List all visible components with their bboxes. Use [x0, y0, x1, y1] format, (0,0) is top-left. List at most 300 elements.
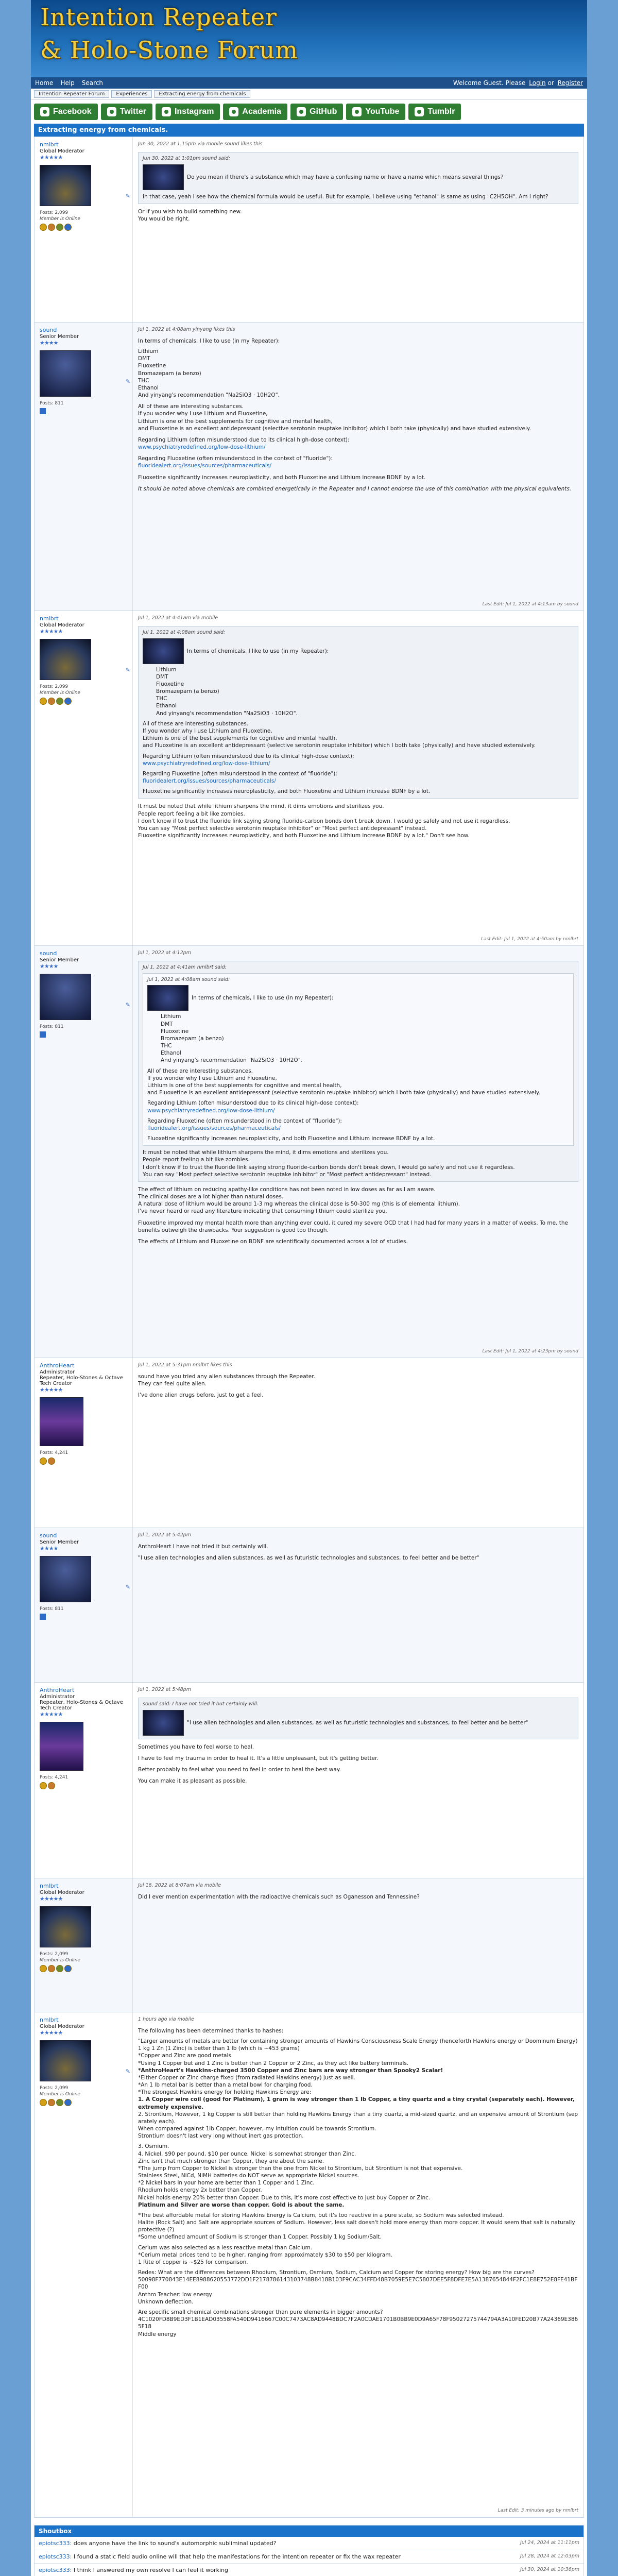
post-meta: Jul 1, 2022 at 4:41am via mobile [138, 615, 218, 621]
rank-stars: ★★★★★ [40, 154, 63, 161]
post-line: *The strongest Hawkins energy for holding Hawkins Energy are: [138, 2089, 312, 2096]
post-line: 2. Strontium, However, 1 kg Copper is still better than holding Hawkins Energy than a tiny quartz, a mid-sized quartz, and an expensive amount of Strontium (separately each). [138, 2111, 578, 2125]
list-item: Fluoxetine [138, 363, 166, 369]
post-text: Regarding Lithium (often misunderstood due to its clinical high-dose context): [138, 436, 350, 443]
quote-block [138, 1698, 578, 1739]
post-count: Posts: 811 [40, 1024, 64, 1029]
post [35, 323, 583, 611]
lithium-link[interactable]: www.psychiatryredefined.org/low-dose-lithium/ [143, 760, 270, 767]
list-item: Ethanol [161, 1050, 181, 1057]
twitter-button[interactable]: Twitter [101, 104, 152, 120]
rank-stars: ★★★★★ [40, 1711, 63, 1718]
quote-avatar [143, 638, 184, 664]
list-item: Fluoxetine [161, 1028, 189, 1035]
post-body [132, 323, 583, 611]
post-line: *The jump from Copper to Nickel is stronger than the one from Nickel to Strontium, but Strontium is not that expensive. [138, 2165, 463, 2172]
edit-icon[interactable]: ✎ [125, 1002, 130, 1008]
rank-stars: ★★★★ [40, 1545, 58, 1552]
breadcrumb-board[interactable]: Experiences [111, 90, 152, 98]
logo-title-line2: & Holo-Stone Forum [40, 36, 298, 64]
youtube-icon [352, 107, 362, 116]
post-text: It must be noted that while lithium sharpens the mind, it dims emotions and sterilizes you. [138, 803, 384, 810]
quote-text: Lithium is one of the best supplements for cognitive and mental health, [143, 735, 337, 742]
post-text: Regarding Fluoxetine (often misunderstood in the context of "fluoride"): [138, 455, 333, 462]
post-text: You can say "Most perfect selective serotonin reuptake inhibitor" or "Most perfect antidepressant" instead. [138, 825, 427, 832]
github-button[interactable]: GitHub [290, 104, 343, 120]
author-rank: Senior Member [40, 334, 79, 340]
badge-icon [48, 1782, 55, 1789]
list-item: Bromazepam (a benzo) [138, 370, 201, 377]
thread-title: Extracting energy from chemicals. [34, 124, 584, 137]
tumblr-button[interactable]: Tumblr [408, 104, 461, 120]
last-edit: Last Edit: 3 minutes ago by nmlbrt [497, 2507, 578, 2513]
post-text: All of these are interesting substances. [138, 403, 244, 410]
quote-block [138, 626, 578, 799]
rank-stars: ★★★★★ [40, 628, 63, 635]
chemical-list [138, 348, 578, 399]
shout-user[interactable]: epiotsc333: [39, 2540, 72, 2547]
post-text: If you wonder why I use Lithium and Fluoxetine, [138, 411, 268, 417]
edit-icon[interactable]: ✎ [125, 378, 130, 385]
post-author-panel [35, 1683, 132, 1878]
post-list [34, 137, 584, 2518]
author-rank: Senior Member [40, 1539, 79, 1545]
post-line: Nickel holds energy 20% better than Copper. Due to this, it's more cost effective to just buy Copper or Zinc. [138, 2194, 431, 2201]
post-meta: 1 hours ago via mobile [138, 2016, 194, 2022]
post-line: Redes: What are the differences between Rhodium, Strontium, Osmium, Sodium, Calcium and Copper for storing energy? How big are the curves? [138, 2269, 535, 2276]
list-item: And yinyang's recommendation "Na2SiO3 · 10H2O". [161, 1057, 302, 1064]
post-line: Stainless Steel, NiCd, NiMH batteries do NOT serve as appropriate Nickel sources. [138, 2173, 359, 2179]
author-name[interactable]: nmlbrt [40, 141, 59, 148]
rank-stars: ★★★★★ [40, 2029, 63, 2036]
quote-text: Fluoxetine significantly increases neuroplasticity, and both Fluoxetine and Lithium increase BDNF by a lot. [147, 1136, 435, 1142]
academia-icon [229, 107, 238, 116]
post-line: Rhodium holds energy 2x better than Copper. [138, 2187, 262, 2194]
quote-text: Regarding Lithium (often misunderstood due to its clinical high-dose context): [143, 753, 354, 759]
post-text: People report feeling a bit like zombies. [138, 810, 245, 817]
avatar[interactable] [40, 1397, 83, 1446]
academia-button[interactable]: Academia [223, 104, 287, 120]
avatar[interactable] [40, 165, 91, 206]
quote-text: If you wonder why I use Lithium and Fluoxetine, [147, 1075, 277, 1081]
quote-block [138, 152, 578, 204]
avatar[interactable] [40, 1722, 83, 1771]
list-item: Bromazepam (a benzo) [161, 1035, 224, 1042]
youtube-button[interactable]: YouTube [346, 104, 405, 120]
post-line: *An 1 lb metal bar is better than a metal bowl for charging food. [138, 2082, 313, 2089]
post-line: *AnthroHeart's Hawkins-charged 3500 Copper and Zinc bars are way stronger than Spooky2 Scalar! [138, 2067, 443, 2074]
post-author-panel [35, 323, 132, 611]
badge-icon [56, 1965, 63, 1972]
post-text: Lithium is one of the best supplements for cognitive and mental health, [138, 418, 333, 425]
post-line: *Either Copper or Zinc charge fixed (from radiated Hawkins energy) just as well. [138, 2074, 355, 2081]
post-text: The clinical doses are a lot higher than natural doses. [138, 1194, 284, 1200]
badge-icon [64, 224, 72, 231]
avatar[interactable] [40, 350, 91, 397]
badge-icon [40, 698, 47, 705]
post [35, 946, 583, 1358]
reputation-icon [40, 1031, 46, 1038]
chemical-list [156, 666, 574, 717]
post-line: "Larger amounts of metals are better for containing stronger amounts of Hawkins Consciousness Scale Energy (henceforth Hawkins energy or Doominum Energy) [138, 2038, 578, 2044]
fluoride-link[interactable]: fluoridealert.org/issues/sources/pharmaceuticals/ [143, 778, 276, 785]
post-text: I don't know if to trust the fluoride link saying strong fluoride-carbon bonds don't break down, I would go safely and not use it regardless. [138, 818, 510, 824]
post-text: I've done alien drugs before, just to get a feel. [138, 1392, 264, 1399]
post-body [132, 1528, 583, 1682]
shout-user[interactable]: epiotsc333: [39, 2553, 72, 2560]
list-item: And yinyang's recommendation "Na2SiO3 · 10H2O". [156, 710, 298, 717]
post-body [132, 1683, 583, 1878]
post-line: *Some undefined amount of Sodium is stronger than 1 Copper. Possibly 1 kg Sodium/Salt. [138, 2234, 382, 2241]
rank-stars: ★★★★★ [40, 1386, 63, 1393]
badge-icon [40, 1782, 47, 1789]
post-body [132, 2012, 583, 2517]
post [35, 611, 583, 946]
post-text: Sometimes you have to feel worse to heal. [138, 1743, 254, 1750]
quote-text: Regarding Fluoxetine (often misunderstood in the context of "fluoride"): [143, 770, 337, 777]
author-rank: Global Moderator [40, 148, 84, 154]
post-line: *2 Nickel bars in your home are better than 1 Copper and 1 Zinc. [138, 2180, 315, 2187]
reputation-icon [40, 408, 46, 414]
quote-text: All of these are interesting substances. [143, 720, 248, 727]
post-author-panel [35, 1358, 132, 1528]
online-status: Member is Online [40, 216, 80, 222]
badges [40, 1458, 127, 1465]
post-text: They can feel quite alien. [138, 1380, 207, 1387]
badge-icon [56, 698, 63, 705]
badge-icon [64, 1965, 72, 1972]
online-status: Member is Online [40, 690, 80, 696]
badge-icon [64, 698, 72, 705]
quote-text: Regarding Fluoxetine (often misunderstood in the context of "fluoride"): [147, 1117, 342, 1124]
post-count: Posts: 811 [40, 401, 64, 406]
edit-icon[interactable]: ✎ [125, 193, 130, 199]
edit-icon[interactable]: ✎ [125, 667, 130, 673]
list-item: Ethanol [138, 384, 159, 391]
rank-stars: ★★★★ [40, 963, 58, 970]
badge-icon [40, 224, 47, 231]
post-text: Did I ever mention experimentation with the radioactive chemicals such as Oganesson and Tennessine? [138, 1893, 420, 1900]
chemical-list [161, 1013, 569, 1064]
quote-header: Jul 1, 2022 at 4:41am nmlbrt said: [143, 964, 227, 970]
author-name[interactable]: AnthroHeart [40, 1362, 75, 1369]
post-count: Posts: 2,099 [40, 1952, 68, 1957]
shout-item: epiotsc333: I found a static field audio online will that help the manifestations for the intention repeater or fix the wax repeater Jul 28, 2024 at 12:03pm [35, 2550, 583, 2564]
last-edit: Last Edit: Jul 1, 2022 at 4:23pm by sound [482, 1348, 578, 1354]
rank-stars: ★★★★ [40, 340, 58, 346]
author-rank: Administrator [40, 1694, 75, 1700]
post-line: *Copper and Zinc are good metals [138, 2053, 231, 2059]
post-text: The effects of Lithium and Fluoxetine on BDNF are scientifically documented across a lot of studies. [138, 1238, 408, 1245]
post-line: Strontium doesn't last very long without inert gas protection. [138, 2133, 304, 2140]
login-link[interactable]: Login [529, 79, 546, 87]
instagram-button[interactable]: Instagram [156, 104, 220, 120]
post-author-panel [35, 946, 132, 1358]
list-item: Fluoxetine [156, 681, 184, 687]
post-author-panel [35, 1528, 132, 1682]
post-text: "I use alien technologies and alien substances, as well as futuristic technologies and substances, to feel better and be better" [138, 1554, 479, 1561]
badges [40, 2099, 127, 2106]
post-line: *Using 1 Copper but and 1 Zinc is better than 2 Copper or 2 Zinc, as they act like battery terminals. [138, 2060, 409, 2066]
badge-icon [48, 224, 55, 231]
post-line: The following has been determined thanks to hashes: [138, 2027, 284, 2034]
edit-icon[interactable]: ✎ [125, 1584, 130, 1590]
quote-text: If you wonder why I use Lithium and Fluoxetine, [143, 728, 272, 734]
facebook-button[interactable]: Facebook [34, 104, 98, 120]
avatar[interactable] [40, 2040, 91, 2081]
avatar[interactable] [40, 974, 91, 1020]
author-name[interactable]: sound [40, 1532, 57, 1539]
quote-avatar [143, 164, 184, 190]
online-status: Member is Online [40, 2092, 80, 2097]
post [35, 1358, 583, 1528]
post-text: A natural dose of lithium would be around 1-3 mg whereas the clinical dose is 50-300 mg (this is of elemental lithium). [138, 1201, 460, 1208]
post-text: It should be noted above chemicals are combined energetically in the Repeater and I cannot endorse the use of this combination with the physical equivalents. [138, 485, 572, 492]
fluoride-link[interactable]: fluoridealert.org/issues/sources/pharmaceuticals/ [138, 463, 271, 469]
quote-text: In terms of chemicals, I like to use (in my Repeater): [143, 638, 574, 664]
quote-block [138, 961, 578, 1182]
forum-wrapper [31, 0, 587, 2576]
post-text: Better probably to feel what you need to feel in order to heal the best way. [138, 1766, 341, 1773]
author-rank: Administrator [40, 1369, 75, 1375]
post-text: Fluoxetine significantly increases neuroplasticity, and both Fluoxetine and Lithium increase BDNF by a lot. [138, 474, 426, 481]
top-nav [31, 77, 587, 89]
badges [40, 224, 127, 231]
register-link[interactable]: Register [557, 79, 583, 87]
post-line: Platinum and Silver are worse than copper. Gold is about the same. [138, 2201, 345, 2208]
post-count: Posts: 811 [40, 1606, 64, 1612]
quote-header: Jun 30, 2022 at 1:01pm sound said: [143, 155, 230, 161]
post-line: 1 kg 1 Zn (1 Zinc) is better than 1 lb (which is ~453 grams) [138, 2045, 300, 2052]
fluoride-link[interactable]: fluoridealert.org/issues/sources/pharmaceuticals/ [147, 1125, 281, 1131]
post-text: and Fluoxetine is an excellent antidepressant (selective serotonin reuptake inhibitor) which I both take (physically) and have studied extensively. [138, 425, 531, 432]
list-item: Lithium [156, 666, 177, 673]
post-text: You can make it as pleasant as possible. [138, 1778, 247, 1785]
post-line: *The best affordable metal for storing Hawkins Energy is Calcium, but it's too reactive in a pure state, so Sodium was selected instead. [138, 2212, 504, 2218]
post [35, 1683, 583, 1878]
badge-icon [40, 1458, 47, 1465]
post-line: 50098F770843E14EE8988620553772DD1F2178786143103748B8418B103F9CAC34FFD48B7059E5E7C5807DEE5F8DFE7E5A1387654844F2FC1E8E752E8FE41BFF00 [138, 2277, 578, 2291]
quote-header: Jul 1, 2022 at 4:08am sound said: [147, 976, 230, 982]
reputation-icon [40, 1614, 46, 1620]
quote-avatar [143, 1710, 184, 1736]
post-body [132, 611, 583, 945]
post-line: Middle energy [138, 2331, 177, 2337]
badges [40, 1965, 127, 1972]
quote-header: Jul 1, 2022 at 4:08am sound said: [143, 629, 226, 635]
quote-text: In terms of chemicals, I like to use (in my Repeater): [147, 985, 569, 1011]
list-item: Lithium [138, 348, 159, 354]
author-rank: Global Moderator [40, 622, 84, 628]
quote-text: and Fluoxetine is an excellent antidepressant (selective serotonin reuptake inhibitor) which I both take (physically) and have studied extensively. [147, 1090, 540, 1096]
tumblr-icon [415, 107, 424, 116]
lithium-link[interactable]: www.psychiatryredefined.org/low-dose-lithium/ [147, 1107, 275, 1114]
post-text: sound have you tried any alien substances through the Repeater. [138, 1373, 315, 1380]
post-body [132, 1878, 583, 2012]
post-text: Or if you wish to build something new. [138, 208, 242, 215]
badge-icon [48, 2099, 55, 2106]
quote-text: You can say "Most perfect selective serotonin reuptake inhibitor" or "Most perfect antidepressant" instead. [143, 1171, 432, 1178]
post-author-panel [35, 137, 132, 322]
shout-user[interactable]: epiotsc333: [39, 2567, 72, 2573]
post-text: I've never heard or read any literature indicating that consuming lithium could sterilize you. [138, 1208, 387, 1215]
list-item: Lithium [161, 1013, 181, 1020]
list-item: And yinyang's recommendation "Na2SiO3 · 10H2O". [138, 392, 280, 399]
post-meta: Jul 1, 2022 at 5:48pm [138, 1687, 191, 1692]
post-count: Posts: 2,099 [40, 210, 68, 215]
lithium-link[interactable]: www.psychiatryredefined.org/low-dose-lithium/ [138, 444, 266, 451]
logo-title-line1: Intention Repeater [40, 3, 277, 31]
edit-icon[interactable]: ✎ [125, 2068, 130, 2075]
instagram-icon [162, 107, 171, 116]
author-name[interactable]: sound [40, 950, 57, 957]
quote-text: I don't know if to trust the fluoride link saying strong fluoride-carbon bonds don't break down, I would go safely and not use it regardless. [143, 1164, 515, 1171]
list-item: DMT [156, 673, 168, 680]
author-name[interactable]: nmlbrt [40, 2016, 59, 2023]
badge-icon [48, 1458, 55, 1465]
badge-icon [64, 2099, 72, 2106]
post-meta: Jul 1, 2022 at 5:42pm [138, 1532, 191, 1538]
nav-help[interactable]: Help [60, 79, 75, 87]
forum-logo[interactable] [31, 0, 587, 77]
post-line: 4. Nickel, $90 per pound, $10 per ounce. Nickel is somewhat stronger than Zinc. [138, 2150, 356, 2157]
badge-icon [40, 2099, 47, 2106]
post-body [132, 137, 583, 322]
list-item: DMT [138, 355, 150, 362]
quote-text: In that case, yeah I see how the chemical formula would be useful. But for example, I believe using "ethanol" is same as using "C2H5OH". Am I right? [143, 193, 548, 200]
avatar[interactable] [40, 639, 91, 680]
post-text: AnthroHeart I have not tried it but certainly will. [138, 1543, 268, 1550]
post-author-panel [35, 2012, 132, 2517]
quote-text: Fluoxetine significantly increases neuroplasticity, and both Fluoxetine and Lithium increase BDNF by a lot. [143, 788, 431, 795]
author-name[interactable]: nmlbrt [40, 1883, 59, 1889]
badge-icon [40, 1965, 47, 1972]
welcome-text: Welcome Guest. Please Login or Register [453, 79, 583, 87]
post [35, 137, 583, 323]
post-text: The effect of lithium on reducing apathy-like conditions has not been noted in low doses as far as I am aware. [138, 1186, 436, 1193]
shoutbox [34, 2525, 584, 2576]
author-name[interactable]: AnthroHeart [40, 1687, 75, 1693]
quote-text: Lithium is one of the best supplements for cognitive and mental health, [147, 1082, 342, 1089]
post-line: When compared against 1lb Copper, however, my intuition could be towards Strontium. [138, 2126, 376, 2132]
post-text: Fluoxetine improved my mental health more than anything ever could, it cured my severe OCD that I had had for many years in a matter of weeks. To me, the benefits outweigh the drawbacks. Your suggestion is good too though. [138, 1219, 568, 1233]
post-line: *Cerium metal prices tend to be higher, ranging from approximately $30 to $50 per kilogram. [138, 2251, 392, 2258]
author-name[interactable]: nmlbrt [40, 615, 59, 622]
badges [40, 1782, 127, 1789]
last-edit: Last Edit: Jul 1, 2022 at 4:50am by nmlbrt [481, 936, 578, 942]
post-line: Cerium was also selected as a less reactive metal than Calcium. [138, 2244, 313, 2251]
post [35, 1528, 583, 1683]
post-line: Anthro Teacher: low energy [138, 2291, 212, 2298]
post-text: You would be right. [138, 215, 190, 222]
facebook-icon [40, 107, 49, 116]
list-item: THC [156, 696, 167, 702]
avatar[interactable] [40, 1906, 91, 1947]
post-count: Posts: 4,241 [40, 1775, 68, 1780]
post-author-panel [35, 1878, 132, 2012]
post-line: Unknown deflection. [138, 2298, 194, 2305]
badge-icon [48, 698, 55, 705]
post-count: Posts: 2,099 [40, 684, 68, 689]
post-line: 4C1020FD8B9ED3F1B1EAD03558FA540D9416667C00C7473AC8AD9448BDC7F2A0CDAE1701B0BB9E0D9A65F78F95027275744794A3A10FED20B77A24369E3865F18 [138, 2316, 578, 2330]
list-item: DMT [161, 1021, 173, 1027]
post-body [132, 946, 583, 1358]
author-rank: Global Moderator [40, 2024, 84, 2029]
badge-icon [56, 224, 63, 231]
post-text-list [138, 2027, 578, 2338]
rank-stars: ★★★★★ [40, 1895, 63, 1902]
list-item: THC [138, 377, 149, 384]
author-rank: Global Moderator [40, 1890, 84, 1895]
post-meta: Jul 1, 2022 at 5:31pm nmlbrt likes this [138, 1362, 232, 1368]
post-line: Halite (Rock Salt) and Salt are appropriate sources of Sodium. However, less salt doesn't hold more energy than more copper. It would seem that salt is naturally protective (?) [138, 2219, 575, 2233]
post-count: Posts: 4,241 [40, 1450, 68, 1455]
post-meta: Jul 1, 2022 at 4:08am yinyang likes this [138, 327, 235, 332]
list-item: Bromazepam (a benzo) [156, 688, 219, 695]
quote-text: and Fluoxetine is an excellent antidepressant (selective serotonin reuptake inhibitor) which I both take (physically) and have studied extensively. [143, 742, 536, 749]
post-text: Fluoxetine significantly increases neuroplasticity, and both Fluoxetine and Lithium increase BDNF by a lot." Don't see how. [138, 833, 470, 839]
twitter-icon [107, 107, 116, 116]
quote-text: All of these are interesting substances. [147, 1067, 253, 1074]
nav-search[interactable]: Search [81, 79, 104, 87]
post-meta: Jun 30, 2022 at 1:15pm via mobile sound likes this [138, 141, 263, 147]
post-line: Are specific small chemical combinations stronger than pure elements in bigger amounts? [138, 2309, 383, 2315]
badge-icon [48, 1965, 55, 1972]
post-line: 1 Rite of copper is ~$25 for comparison. [138, 2259, 248, 2265]
list-item: THC [161, 1043, 172, 1049]
nested-quote [143, 973, 574, 1146]
author-rank: Senior Member [40, 957, 79, 963]
breadcrumb-thread[interactable]: Extracting energy from chemicals [154, 90, 250, 98]
post-count: Posts: 2,099 [40, 2086, 68, 2091]
breadcrumb [31, 89, 587, 100]
quote-text: People report feeling a bit like zombies. [143, 1157, 250, 1163]
online-status: Member is Online [40, 1958, 80, 1963]
last-edit: Last Edit: Jul 1, 2022 at 4:13am by sound [482, 601, 578, 607]
post-line: 1. A Copper wire coil (good for Platinum), 1 gram is way stronger than 1 lb Copper, a tiny quartz and a tiny crystal (separately each). However, extremely expensive. [138, 2096, 575, 2110]
nav-home[interactable]: Home [35, 79, 54, 87]
github-icon [297, 107, 306, 116]
post-text: I have to feel my trauma in order to heal it. It's a little unpleasant, but it's getting better. [138, 1755, 379, 1761]
quote-text: It must be noted that while lithium sharpens the mind, it dims emotions and sterilizes you. [143, 1149, 389, 1156]
quote-header: sound said: I have not tried it but certainly will. [143, 1701, 259, 1707]
post-body [132, 1358, 583, 1528]
breadcrumb-forum[interactable]: Intention Repeater Forum [34, 90, 109, 98]
post [35, 1878, 583, 2012]
post-meta: Jul 16, 2022 at 8:07am via mobile [138, 1883, 221, 1888]
list-item: Ethanol [156, 703, 177, 709]
quote-text: "I use alien technologies and alien substances, as well as futuristic technologies and substances, to feel better and be better" [143, 1710, 574, 1736]
author-name[interactable]: sound [40, 327, 57, 333]
post [35, 2012, 583, 2517]
author-title: Repeater, Holo-Stones & Octave Tech Creator [40, 1375, 123, 1386]
badges [40, 698, 127, 705]
author-title: Repeater, Holo-Stones & Octave Tech Creator [40, 1700, 123, 1711]
post-line: 3. Osmium. [138, 2143, 169, 2150]
quote-avatar [147, 985, 188, 1011]
social-links [31, 100, 587, 124]
avatar[interactable] [40, 1556, 91, 1602]
quote-text: Regarding Lithium (often misunderstood due to its clinical high-dose context): [147, 1100, 359, 1107]
post-meta: Jul 1, 2022 at 4:12pm [138, 950, 191, 956]
shout-item: epiotsc333: I think I answered my own resolve I can feel it working Jul 30, 2024 at 10:36pm [35, 2564, 583, 2576]
quote-text: Do you mean if there's a substance which may have a confusing name or have a name which means several things? [143, 164, 574, 190]
post-author-panel [35, 611, 132, 945]
shout-item: epiotsc333: does anyone have the link to sound's automorphic subliminal updated? Jul 24, 2024 at 11:11pm [35, 2537, 583, 2550]
badge-icon [56, 2099, 63, 2106]
post-text: In terms of chemicals, I like to use (in my Repeater): [138, 337, 280, 344]
shoutbox-title: Shoutbox [35, 2526, 583, 2537]
